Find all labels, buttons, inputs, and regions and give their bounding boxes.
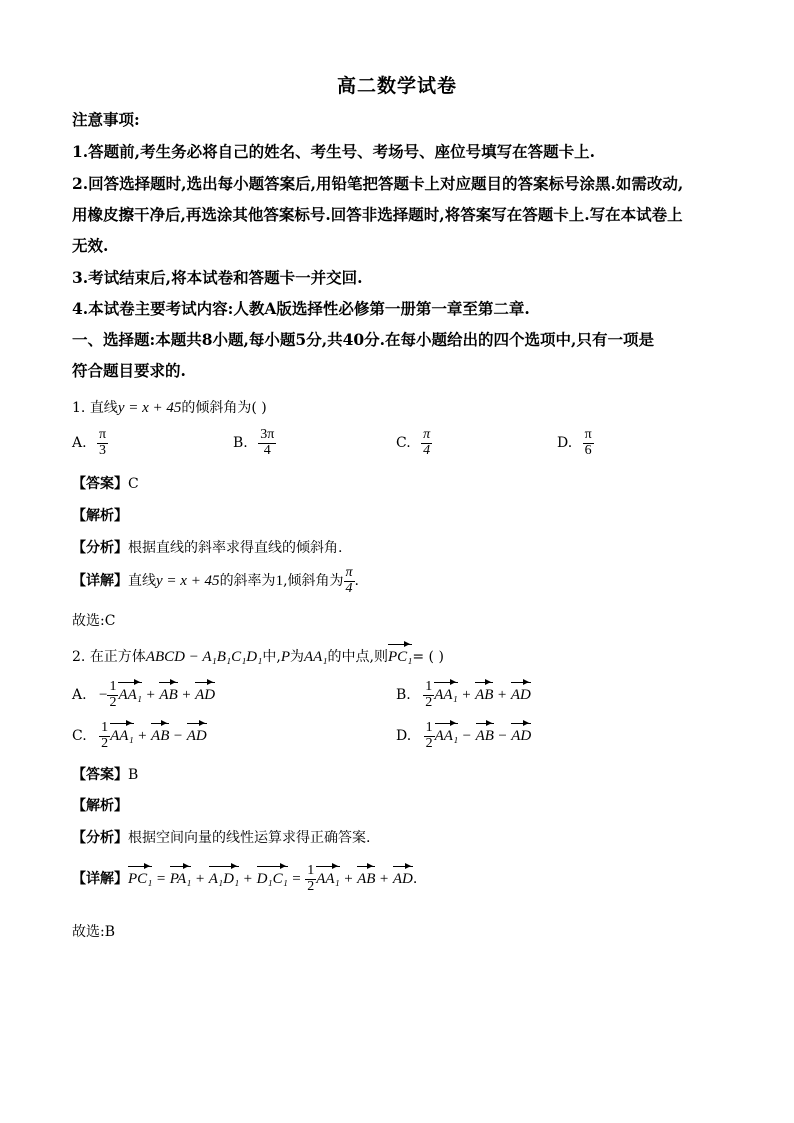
q2-choose: 故选:B (72, 924, 116, 940)
q1-option-a: A. $\frac{\pi}{3}$ (72, 427, 107, 458)
q2-option-d: D. $\frac{1}{2}$ AA₁ − AB − AD (396, 720, 532, 751)
question-2-stem: 2. 在正方体ABCD − A₁B₁C₁D₁中,P为AA₁的中点,则PC₁= ( ) (72, 649, 444, 665)
q1-option-b: B. $\frac{3\pi}{4}$ (233, 427, 275, 458)
question-number: 2. (72, 649, 86, 665)
notice-item-2-line-1: 2.回答选择题时,选出每小题答案后,用铅笔把答题卡上对应题目的答案标号涂黑.如需改动, (72, 174, 684, 193)
vector-pc1: PC₁ (387, 649, 413, 665)
notice-item-1: 1.答题前,考生务必将自己的姓名、考生号、考场号、座位号填写在答题卡上. (72, 142, 595, 161)
q1-detail: 【详解】直线y = x + 45的斜率为1,倾斜角为 $\frac{\pi}{4}$ . (72, 565, 359, 596)
q1-option-d: D. $\frac{\pi}{6}$ (557, 427, 592, 458)
section-heading-line-2: 符合题目要求的. (72, 361, 186, 380)
q1-choose: 故选:C (72, 613, 116, 629)
section-heading-line-1: 一、选择题:本题共8小题,每小题5分,共40分.在每小题给出的四个选项中,只有一项是 (72, 330, 654, 349)
q1-option-c: C. $\frac{\pi}{4}$ (396, 427, 431, 458)
line-equation: y = x + 45 (117, 400, 182, 416)
q1-answer: 【答案】C (72, 476, 139, 492)
q2-fenxi: 【分析】根据空间向量的线性运算求得正确答案. (72, 830, 371, 846)
q2-answer: 【答案】B (72, 767, 139, 783)
notice-item-4: 4.本试卷主要考试内容:人教A版选择性必修第一册第一章至第二章. (72, 299, 530, 318)
notice-item-3: 3.考试结束后,将本试卷和答题卡一并交回. (72, 268, 363, 287)
notice-item-2-line-3: 无效. (72, 236, 109, 255)
q2-option-c: C. $\frac{1}{2}$ AA₁ + AB − AD (72, 720, 207, 751)
q2-analysis-tag: 【解析】 (72, 798, 128, 814)
q2-option-b: B. $\frac{1}{2}$ AA₁ + AB + AD (396, 679, 531, 710)
notice-item-2-line-2: 用橡皮擦干净后,再选涂其他答案标号.回答非选择题时,将答案写在答题卡上.写在本试卷上 (72, 205, 683, 224)
cube-name: ABCD − A₁B₁C₁D₁ (145, 649, 263, 665)
page-title: 高二数学试卷 (336, 75, 457, 97)
q2-option-a: A. − $\frac{1}{2}$ AA₁ + AB + AD (72, 679, 216, 710)
question-1-stem: 1. 直线y = x + 45的倾斜角为( ) (72, 400, 267, 416)
q1-analysis-tag: 【解析】 (72, 508, 128, 524)
q2-detail: 【详解】PC₁ = PA₁ + A₁D₁ + D₁C₁ = $\frac{1}{2}$ AA₁ + AB + AD. (72, 863, 418, 894)
notice-heading: 注意事项: (72, 110, 140, 129)
question-number: 1. (72, 400, 86, 416)
q1-fenxi: 【分析】根据直线的斜率求得直线的倾斜角. (72, 540, 343, 556)
